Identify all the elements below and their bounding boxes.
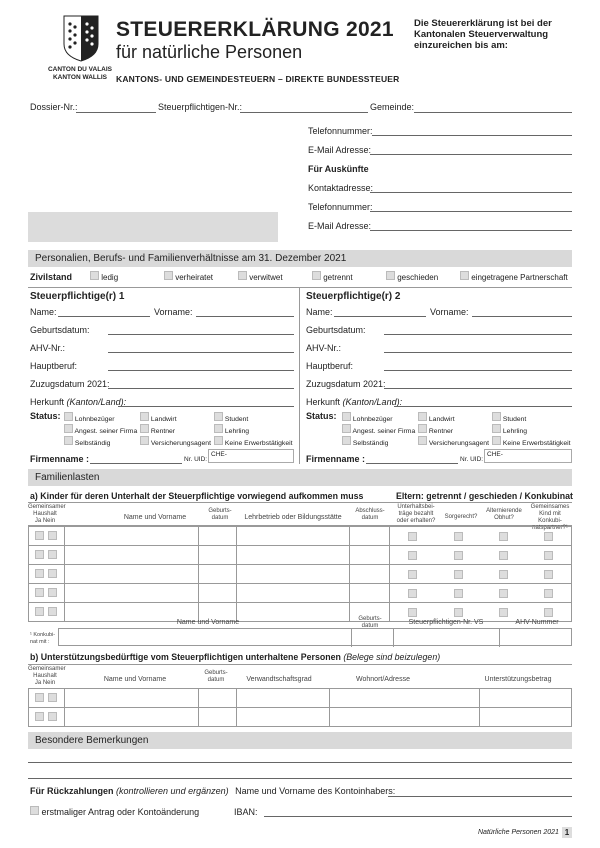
checkbox-verheiratet[interactable] — [164, 271, 173, 280]
phone-field[interactable] — [372, 135, 572, 136]
taxpayer-no-label: Steuerpflichtigen-Nr.: — [158, 102, 243, 112]
email2-field[interactable] — [370, 230, 572, 231]
page-title: STEUERERKLÄRUNG 2021 — [116, 18, 394, 41]
checkbox-verwitwet[interactable] — [238, 271, 247, 280]
contact-addr-label: Kontaktadresse: — [308, 183, 374, 193]
p2-zuzug[interactable] — [384, 388, 572, 389]
p2-ahv[interactable] — [384, 352, 572, 353]
submit-note: Die Steuererklärung ist bei der Kantonalen Steuerverwaltung einzureichen bis am: — [414, 18, 552, 51]
bemerkungen-line-2[interactable] — [28, 778, 572, 779]
unterstuetzung-table — [28, 688, 572, 727]
p1-ahv[interactable] — [108, 352, 294, 353]
checkbox-getrennt[interactable] — [312, 271, 321, 280]
p2-firma[interactable] — [366, 463, 458, 464]
p2-beruf[interactable] — [384, 370, 572, 371]
phone-label: Telefonnummer: — [308, 126, 373, 136]
kontoinhaber-field[interactable] — [388, 796, 572, 797]
p2-geburt[interactable] — [384, 334, 572, 335]
table-row[interactable] — [29, 527, 572, 546]
first-request: erstmaliger Antrag oder Kontoänderung — [30, 806, 199, 817]
section-bemerkungen: Besondere Bemerkungen — [28, 732, 572, 749]
table-row[interactable] — [29, 546, 572, 565]
civil-options: ledig verheiratet verwitwet getrennt geschieden eingetragene Partnerschaft — [90, 271, 570, 283]
table-row[interactable] — [29, 689, 572, 708]
iban-field[interactable] — [264, 816, 572, 817]
unterstuetzung-title: b) Unterstützungsbedürftige vom Steuerpflichtigen unterhaltene Personen (Belege sind beizulegen) — [30, 652, 441, 662]
checkbox-partnerschaft[interactable] — [460, 271, 469, 280]
bemerkungen-line-1[interactable] — [28, 762, 572, 763]
p2-status-options: Lohnbezüger Landwirt Student Angest. seiner Firma Rentner Lehrling Selbständig Versicherungsagent Keine Erwerbstätigkeit — [342, 412, 574, 448]
checkbox-geschieden[interactable] — [386, 271, 395, 280]
taxpayer-no-field[interactable] — [240, 112, 368, 113]
canton-name: CANTON DU VALAIS KANTON WALLIS — [47, 66, 113, 81]
email2-label: E-Mail Adresse: — [308, 221, 372, 231]
kinder-title: a) Kinder für deren Unterhalt der Steuerpflichtige vorwiegend aufkommen muss — [30, 491, 364, 501]
tax-type: KANTONS- UND GEMEINDESTEUERN – DIREKTE BUNDESSTEUER — [116, 74, 400, 84]
p1-herkunft[interactable] — [118, 406, 294, 407]
p2-name[interactable] — [334, 316, 426, 317]
contact-addr-field[interactable] — [370, 192, 572, 193]
info-title: Für Auskünfte — [308, 164, 369, 174]
checkbox-first-request[interactable] — [30, 806, 39, 815]
email-field[interactable] — [370, 154, 572, 155]
page-number: 1 — [562, 827, 572, 838]
p1-geburt[interactable] — [108, 334, 294, 335]
table-row[interactable] — [29, 708, 572, 727]
p1-name[interactable] — [58, 316, 150, 317]
email-label: E-Mail Adresse: — [308, 145, 372, 155]
p1-status-options: Lohnbezüger Landwirt Student Angest. seiner Firma Rentner Lehrling Selbständig Versicherungsagent Keine Erwerbstätigkeit — [64, 412, 296, 448]
phone2-label: Telefonnummer: — [308, 202, 373, 212]
section-personalien: Personalien, Berufs- und Familienverhältnisse am 31. Dezember 2021 — [28, 250, 572, 267]
footer-text: Natürliche Personen 2021 — [478, 829, 559, 836]
section-familienlasten: Familienlasten — [28, 469, 572, 486]
page-subtitle: für natürliche Personen — [116, 42, 303, 62]
phone2-field[interactable] — [370, 211, 572, 212]
checkbox-ledig[interactable] — [90, 271, 99, 280]
dossier-field[interactable] — [76, 112, 156, 113]
person1-title: Steuerpflichtige(r) 1 — [30, 291, 125, 302]
person2-title: Steuerpflichtige(r) 2 — [306, 291, 401, 302]
zivilstand-label: Zivilstand — [30, 272, 73, 282]
address-box[interactable] — [28, 212, 278, 242]
rueckzahlung-title: Für Rückzahlungen (kontrollieren und ergänzen) Name und Vorname des Kontoinhabers: — [30, 786, 396, 796]
p2-herkunft[interactable] — [394, 406, 572, 407]
p1-beruf[interactable] — [108, 370, 294, 371]
gemeinde-label: Gemeinde: — [370, 102, 415, 112]
p1-vorname[interactable] — [196, 316, 294, 317]
konkubinat-row[interactable] — [58, 628, 572, 646]
gemeinde-field[interactable] — [414, 112, 572, 113]
p1-firma[interactable] — [90, 463, 182, 464]
eltern-title: Eltern: getrennt / geschieden / Konkubinat — [396, 491, 573, 501]
kinder-table — [28, 526, 572, 622]
p1-zuzug[interactable] — [108, 388, 294, 389]
p2-vorname[interactable] — [472, 316, 572, 317]
p1-uid-field[interactable]: CHE- — [208, 449, 294, 463]
dossier-label: Dossier-Nr.: — [30, 102, 78, 112]
table-row[interactable] — [29, 565, 572, 584]
table-row[interactable] — [29, 584, 572, 603]
p2-uid-field[interactable]: CHE- — [484, 449, 572, 463]
canton-logo — [60, 14, 102, 62]
